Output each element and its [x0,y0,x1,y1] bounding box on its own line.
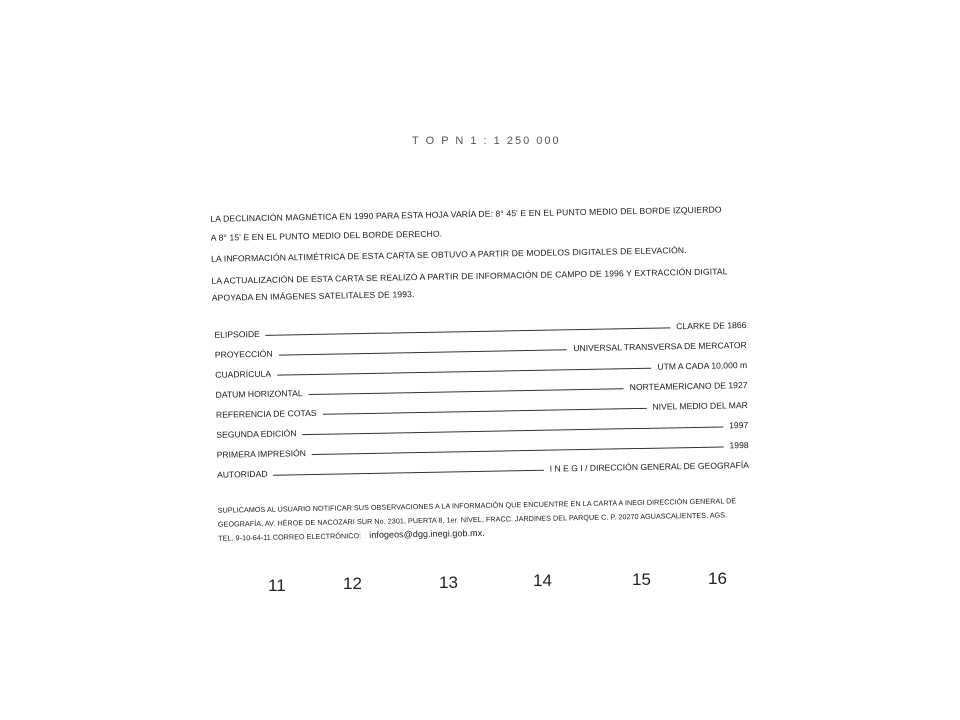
spec-value: 1997 [729,419,749,431]
leader-line [323,408,647,415]
leader-line [303,426,724,435]
spec-row-projection [215,336,747,360]
leader-line [277,368,651,376]
spec-row-authority [217,456,749,480]
column-number-13: 13 [439,573,458,592]
notice-phone: TEL. 9-10-64-11 CORREO ELECTRÓNICO: [218,531,362,543]
spec-row-datum [215,376,747,400]
altimetry-text: LA INFORMACIÓN ALTIMÉTRICA DE ESTA CARTA SE OBTUVO A PARTIR DE MODELOS DIGITALES DE ELEVACIÓN. [210,245,687,264]
declination-text-2: A 8° 15' E EN EL PUNTO MEDIO DEL BORDE DERECHO. [210,228,443,243]
contact-email: infogeos@dgg.inegi.gob.mx. [369,527,485,540]
spec-value: CLARKE DE 1866 [676,320,747,332]
spec-row-grid [215,356,747,380]
spec-value: UTM A CADA 10,000 m [657,360,748,372]
spec-label: ELIPSOIDE [214,328,260,340]
notice-line-2: GEOGRAFÍA, AV. HÉROE DE NACOZARI SUR No. 2301, PUERTA 8, 1er. NIVEL, FRACC. JARDINES DEL PARQUE C. P. 20270 AGUASCALIENTES, AGS. [217,510,728,529]
column-number-11: 11 [268,576,286,595]
leader-line [279,349,568,355]
spec-label: SEGUNDA EDICIÓN [216,428,297,440]
spec-label: DATUM HORIZONTAL [215,388,303,400]
leader-line [309,388,624,395]
spec-label: CUADRÍCULA [215,368,272,380]
top-cut-heading: T O P N 1 : 1 250 000 [412,135,561,147]
spec-value: I N E G I / DIRECCIÓN GENERAL DE GEOGRAFÍA [549,459,750,474]
spec-value: NORTEAMERICANO DE 1927 [629,379,748,393]
spec-row-elevation-reference [216,396,748,420]
spec-row-first-printing [217,436,749,460]
column-number-16: 16 [708,569,727,588]
update-text-2: APOYADA EN IMÁGENES SATELITALES DE 1993. [211,289,415,303]
leader-line [274,470,544,476]
notice-line-1: SUPLICAMOS AL USUARIO NOTIFICAR SUS OBSERVACIONES A LA INFORMACIÓN QUE ENCUENTRE EN LA CARTA A INEGI DIRECCIÓN GENERAL DE [217,496,737,515]
leader-line [312,446,724,455]
leader-line [266,327,670,335]
column-number-14: 14 [533,571,552,590]
spec-value: 1998 [729,439,749,451]
spec-label: PROYECCIÓN [214,348,273,360]
spec-label: PRIMERA IMPRESIÓN [216,448,307,460]
declination-text-1: LA DECLINACIÓN MAGNÉTICA EN 1990 PARA ESTA HOJA VARÍA DE: 8° 45' E EN EL PUNTO MEDIO DEL BORDE IZQUIERDO [210,204,722,224]
column-number-15: 15 [632,570,651,589]
map-legend-sheet [200,190,767,580]
spec-value: UNIVERSAL TRANSVERSA DE MERCATOR [573,340,747,354]
column-number-12: 12 [343,574,362,593]
spec-row-second-edition [216,416,748,440]
update-text-1: LA ACTUALIZACIÓN DE ESTA CARTA SE REALIZÓ A PARTIR DE INFORMACIÓN DE CAMPO DE 1996 Y EXTRACCIÓN DIGITAL [211,266,728,286]
spec-label: AUTORIDAD [216,468,268,480]
spec-label: REFERENCIA DE COTAS [215,407,317,420]
spec-row-ellipsoid [214,316,746,340]
spec-value: NIVEL MEDIO DEL MAR [652,399,748,412]
